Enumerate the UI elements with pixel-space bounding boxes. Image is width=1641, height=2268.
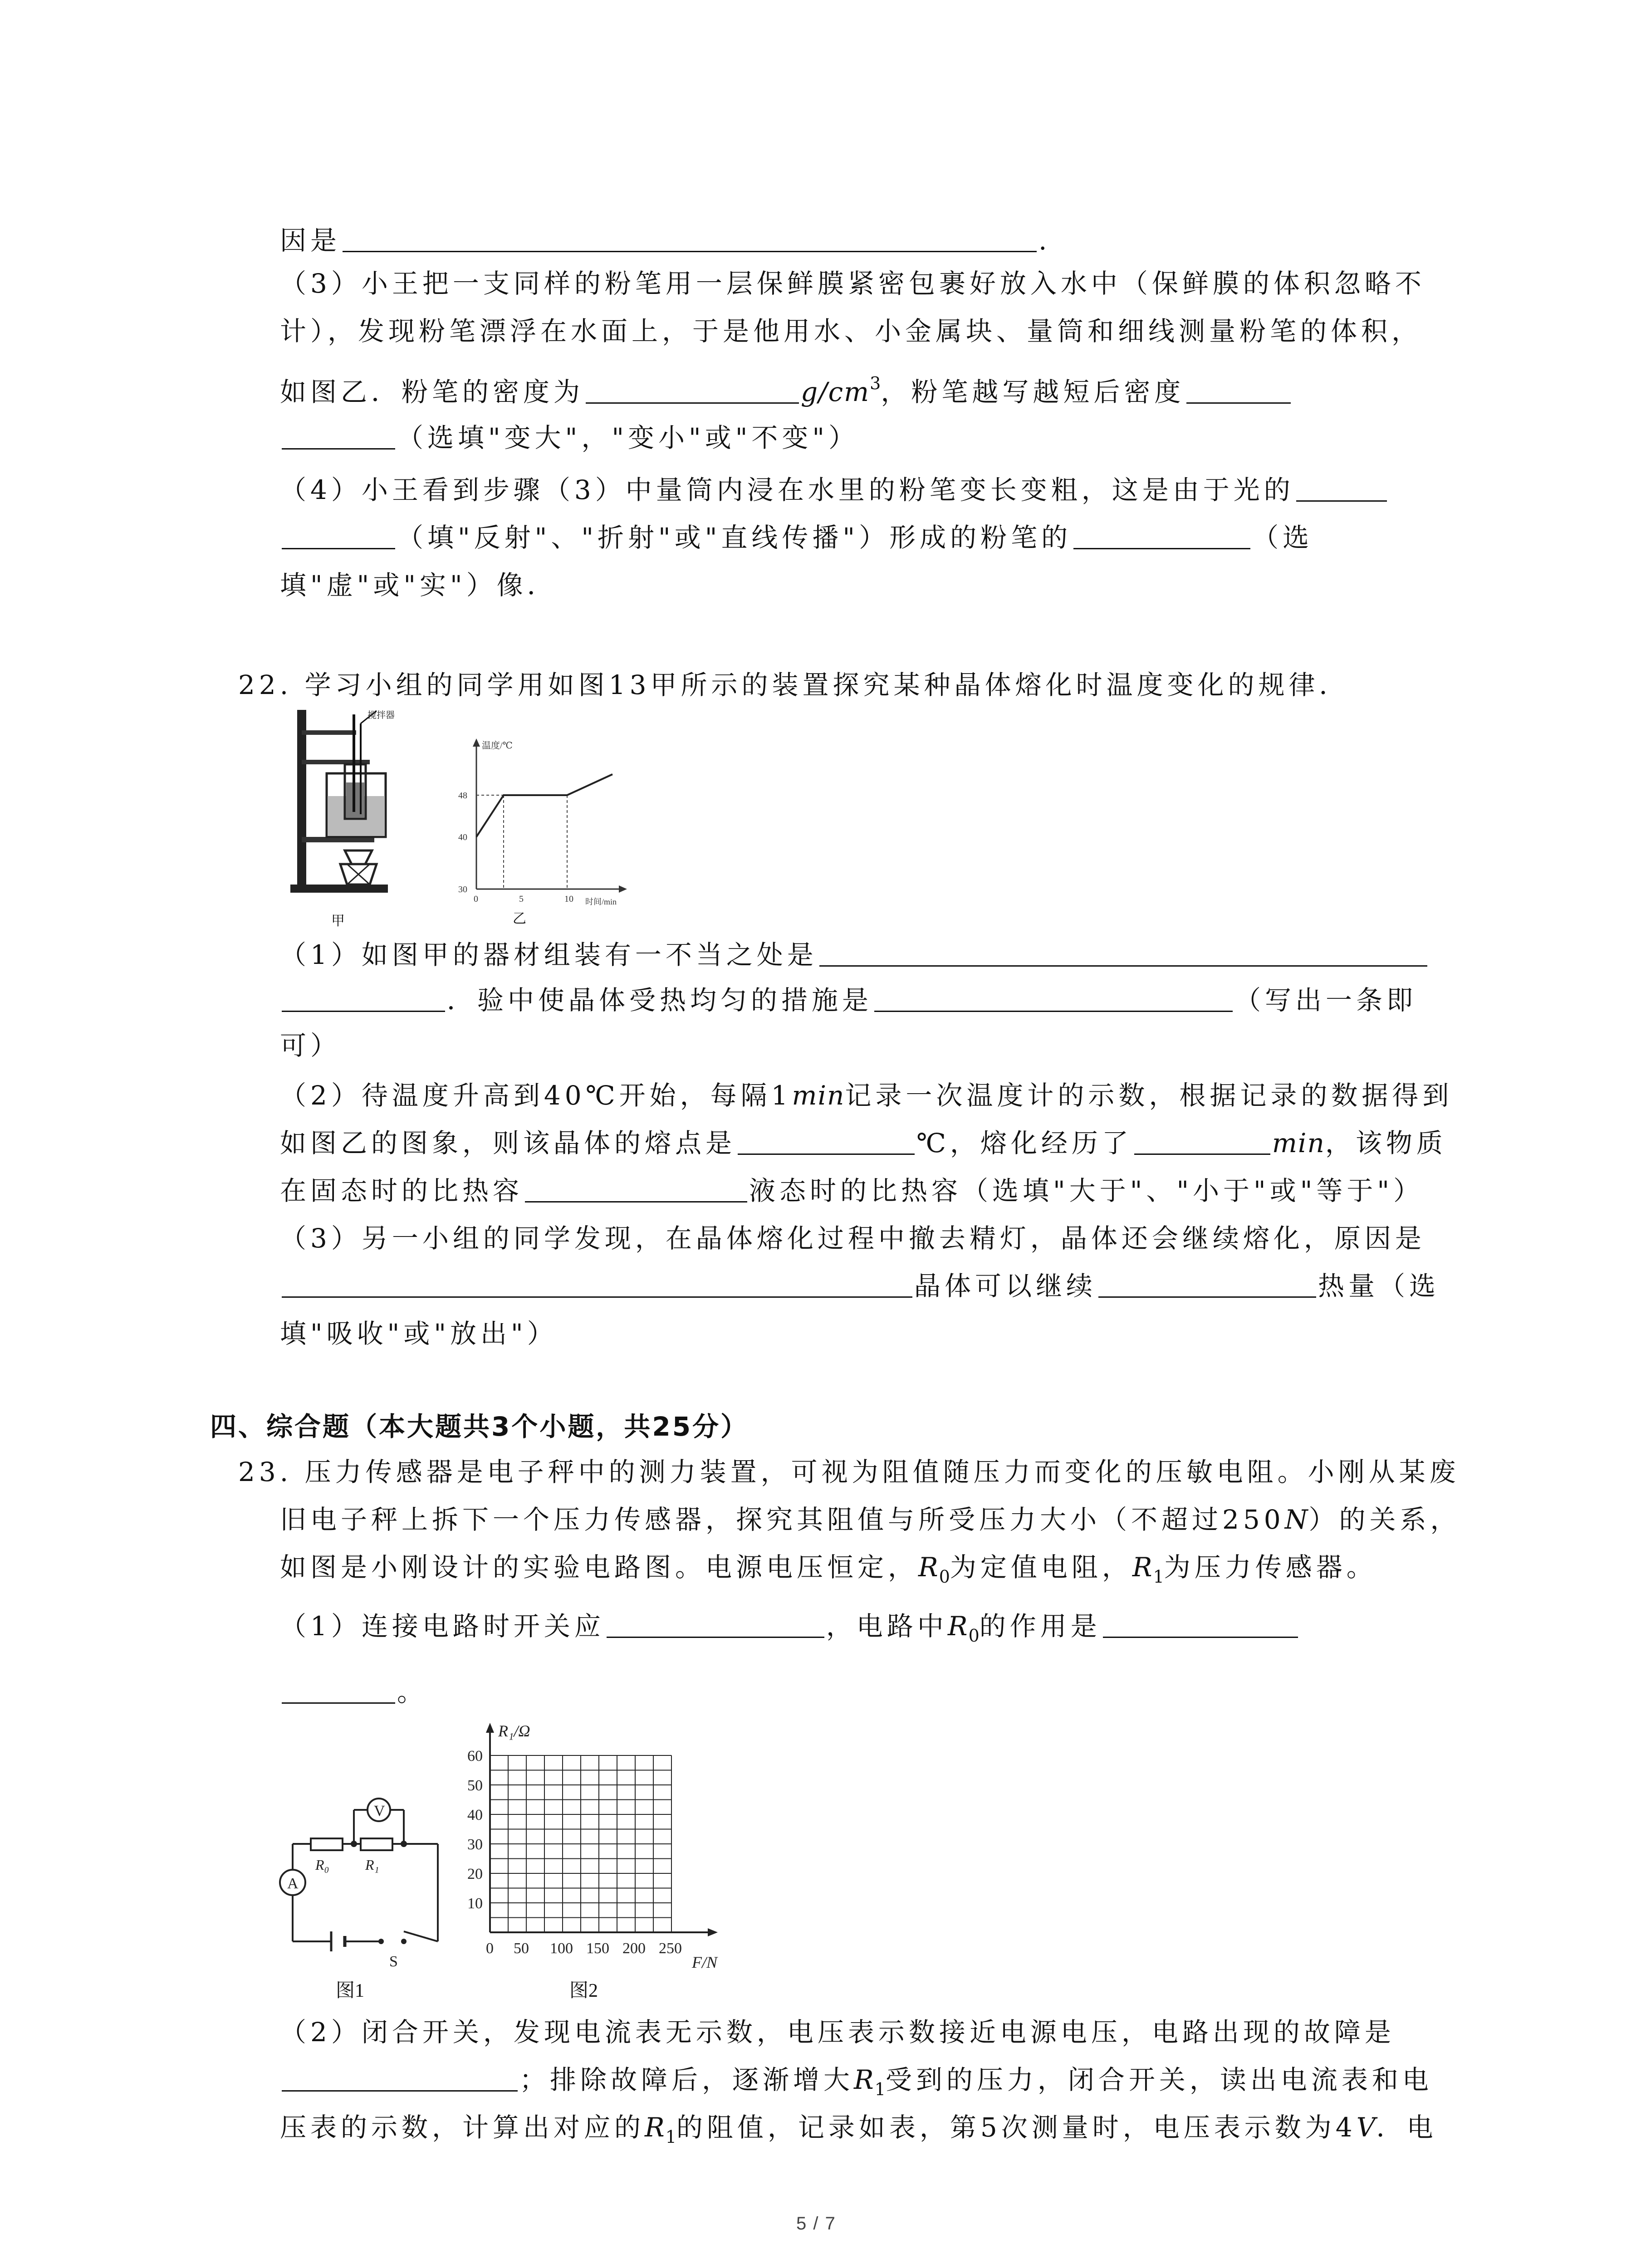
apparatus-figure: [281, 705, 399, 909]
q22-part1-line-2: ．验中使晶体受热均匀的措施是 （写出一条即: [280, 982, 1417, 1018]
graph-series-line: [476, 774, 612, 837]
graph2-y-tick-0: 10: [467, 1895, 483, 1912]
graph2-y-tick-4: 50: [467, 1777, 483, 1794]
graph-ylabel: 温度/℃: [482, 741, 513, 751]
q23-line-3: 如图是小刚设计的实验电路图。电源电压恒定，$R_0$为定值电阻，$R_1$为压力传感器。: [280, 1552, 1377, 1587]
q23-part2-line-3: 压表的示数，计算出对应的$R_1$的阻值，记录如表，第5次测量时，电压表示数为4V．电: [280, 2112, 1437, 2147]
q22-part1-line-3: 可）: [280, 1030, 341, 1061]
fig1-label: 图1: [336, 1980, 365, 2001]
q23-line-1: 23. 压力传感器是电子秤中的测力装置，可视为阻值随压力而变化的压敏电阻。小刚从某废: [238, 1457, 1460, 1487]
q21-part4-line-1: （4）小王看到步骤（3）中量筒内浸在水里的粉笔变长变粗，这是由于光的: [280, 472, 1389, 508]
q21-part3-line-4: （选填"变大"，"变小"或"不变"）: [280, 420, 859, 456]
graph2-x-tick-4: 200: [622, 1940, 646, 1957]
q22-part3-line-1: （3）另一小组的同学发现，在晶体熔化过程中撤去精灯，晶体还会继续熔化，原因是: [280, 1223, 1425, 1254]
q21-part3-line-3: 如图乙．粉笔的密度为 $g/cm^3$，粉笔越写越短后密度: [280, 365, 1293, 410]
graph-xlabel: 时间/min: [585, 897, 617, 906]
page-number: 5 / 7: [796, 2214, 836, 2234]
circuit-diagram: [272, 1792, 454, 1982]
graph2-y-tick-1: 20: [467, 1866, 483, 1882]
graph-x-tick-0: 0: [474, 894, 478, 904]
q22-part3-line-2: 晶体可以继续 热量（选: [280, 1268, 1440, 1304]
voltmeter-symbol: V: [374, 1803, 385, 1819]
q22-stem: 22. 学习小组的同学用如图13甲所示的装置探究某种晶体熔化时温度变化的规律．: [238, 670, 1350, 700]
melting-graph: [449, 735, 631, 907]
graph2-xlabel: F/N: [692, 1953, 718, 1969]
fig2-label: 图2: [569, 1980, 598, 2001]
resistance-force-graph: [458, 1710, 749, 1969]
q22-part2-line-2: 如图乙的图象，则该晶体的熔点是 ℃，熔化经历了 min，该物质: [280, 1125, 1447, 1161]
q23-part2-line-2: ；排除故障后，逐渐增大$R_1$受到的压力，闭合开关，读出电流表和电: [280, 2062, 1433, 2107]
stirrer-label: 搅拌器: [367, 710, 395, 720]
q22-part1-line-1: （1）如图甲的器材组装有一不当之处是: [280, 937, 1429, 973]
resistor-r1: [361, 1838, 392, 1850]
graph-x-tick-2: 10: [564, 894, 573, 904]
q21-part4-line-2: （填"反射"、"折射"或"直线传播"）形成的粉笔的 （选: [280, 519, 1313, 556]
q21-part3-line-2: 计），发现粉笔漂浮在水面上，于是他用水、小金属块、量筒和细线测量粉笔的体积，: [280, 316, 1422, 347]
graph2-x-tick-1: 50: [514, 1940, 529, 1957]
graph2-y-tick-2: 30: [467, 1836, 483, 1853]
graph2-y-tick-5: 60: [467, 1748, 483, 1765]
fig-jia-label: 甲: [331, 914, 345, 929]
graph-y-tick-0: 30: [458, 885, 467, 894]
switch-label: S: [389, 1953, 398, 1970]
graph2-x-tick-5: 250: [659, 1940, 682, 1957]
q21-line-1: 因是 .: [280, 222, 1051, 259]
section-4-title: 四、综合题（本大题共3个小题，共25分）: [210, 1411, 749, 1442]
graph-x-tick-1: 5: [519, 894, 524, 904]
graph-y-tick-1: 40: [458, 832, 467, 842]
q23-part1-line-1: （1）连接电路时开关应 ，电路中$R_0$的作用是: [280, 1608, 1300, 1654]
graph2-x-tick-0: 0: [486, 1940, 494, 1957]
r1-label: R₁: [365, 1857, 379, 1873]
q22-part2-line-1: （2）待温度升高到40℃开始，每隔1min记录一次温度计的示数，根据记录的数据得到: [280, 1080, 1453, 1111]
q23-part2-line-1: （2）闭合开关，发现电流表无示数，电压表示数接近电源电压，电路出现的故障是: [280, 2017, 1395, 2048]
q22-part2-line-3: 在固态时的比热容 液态时的比热容（选填"大于"、"小于"或"等于"）: [280, 1173, 1424, 1209]
q21-part3-line-1: （3）小王把一支同样的粉笔用一层保鲜膜紧密包裹好放入水中（保鲜膜的体积忽略不: [280, 268, 1425, 299]
graph2-x-tick-2: 100: [550, 1940, 573, 1957]
q22-part3-line-3: 填"吸收"或"放出"）: [280, 1318, 558, 1349]
q23-part1-line-2: 。: [280, 1674, 427, 1710]
r0-label: R₀: [315, 1857, 329, 1873]
q23-line-2: 旧电子秤上拆下一个压力传感器，探究其阻值与所受压力大小（不超过250N）的关系，: [280, 1504, 1461, 1535]
graph2-x-tick-3: 150: [586, 1940, 609, 1957]
fig-yi-label: 乙: [513, 911, 526, 926]
graph2-ylabel: R₁/Ω: [498, 1722, 530, 1740]
graph-y-tick-2: 48: [458, 791, 467, 801]
resistor-r0: [311, 1838, 343, 1850]
graph2-y-tick-3: 40: [467, 1807, 483, 1823]
q21-part4-line-3: 填"虚"或"实"）像．: [280, 570, 558, 601]
ammeter-symbol: A: [287, 1875, 299, 1892]
